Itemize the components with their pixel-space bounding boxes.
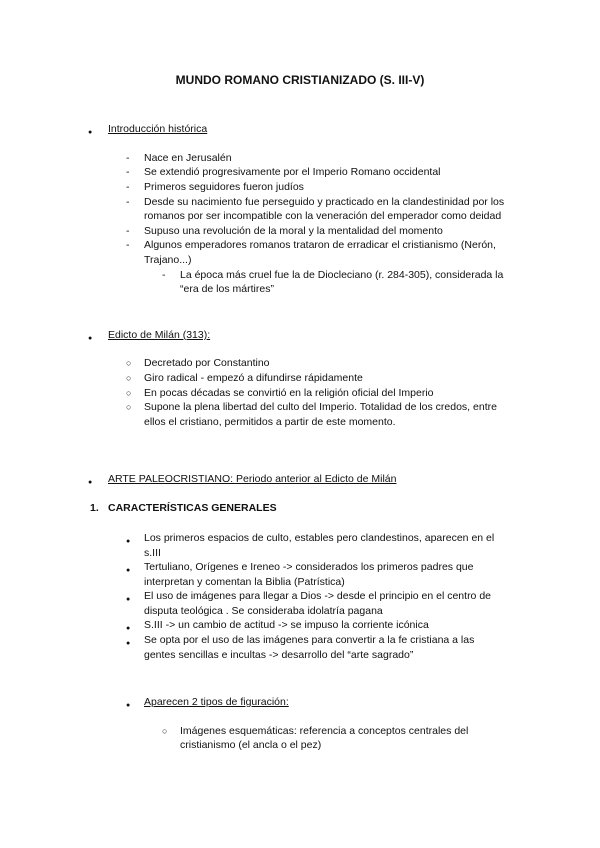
bullet-icon [88, 330, 92, 346]
dash-marker: - [162, 269, 166, 281]
list-item: Primeros seguidores fueron judíos [144, 181, 304, 193]
dash-marker: - [126, 166, 130, 178]
list-item: Los primeros espacios de culto, estables pero clandestinos, aparecen en el [144, 532, 495, 544]
subheading-caracteristicas: CARACTERÍSTICAS GENERALES [108, 502, 277, 514]
section-heading-edicto: Edicto de Milán (313): [108, 329, 211, 341]
open-bullet-icon [162, 724, 167, 739]
bullet-icon [126, 635, 130, 651]
open-bullet-icon [126, 386, 131, 401]
list-item: Decretado por Constantino [144, 357, 270, 369]
sub-list-item: La época más cruel fue la de Diocleciano (r. 284-305), considerada la [180, 269, 504, 281]
bullet-icon [126, 620, 130, 636]
list-item-continuation: ellos el cristiano, permitidos a partir de este momento. [144, 416, 396, 428]
list-item: Algunos emperadores romanos trataron de erradicar el cristianismo (Nerón, [144, 239, 496, 251]
open-bullet-icon [126, 356, 131, 371]
section-heading-arte: ARTE PALEOCRISTIANO: Periodo anterior al Edicto de Milán [108, 473, 397, 485]
list-item: Se opta por el uso de las imágenes para convertir a la fe cristiana a las [144, 634, 475, 646]
list-item: Supone la plena libertad del culto del Imperio. Totalidad de los credos, entre [144, 401, 497, 413]
bullet-icon [126, 697, 130, 713]
dash-marker: - [126, 181, 130, 193]
dash-marker: - [126, 152, 130, 164]
list-item-continuation: gentes sencillas e incultas -> desarrollo del “arte sagrado” [144, 649, 414, 661]
sub-list-item-continuation: “era de los mártires” [180, 283, 274, 295]
bullet-icon [126, 533, 130, 549]
list-item: S.III -> un cambio de actitud -> se impuso la corriente icónica [144, 619, 429, 631]
list-item-continuation: disputa teológica . Se consideraba idolatría pagana [144, 605, 383, 617]
list-item: Tertuliano, Orígenes e Ireneo -> considerados los primeros padres que [144, 561, 474, 573]
open-bullet-icon [126, 371, 131, 386]
list-item-continuation: interpretan y comentan la Biblia (Patrística) [144, 576, 345, 588]
dash-marker: - [126, 225, 130, 237]
list-item: El uso de imágenes para llegar a Dios -> desde el principio en el centro de [144, 590, 491, 602]
list-item-continuation: romanos por ser incompatible con la veneración del emperador como deidad [144, 210, 502, 222]
open-bullet-icon [126, 400, 131, 415]
dash-marker: - [126, 196, 130, 208]
list-item: Giro radical - empezó a difundirse rápidamente [144, 372, 363, 384]
list-item: Supuso una revolución de la moral y la mentalidad del momento [144, 225, 443, 237]
page-title: MUNDO ROMANO CRISTIANIZADO (S. III-V) [175, 73, 425, 87]
section-heading-intro: Introducción histórica [108, 123, 208, 135]
list-item-continuation: Trajano...) [144, 254, 192, 266]
bullet-icon [126, 591, 130, 607]
bullet-icon [88, 124, 92, 140]
bullet-icon [126, 562, 130, 578]
figuration-heading: Aparecen 2 tipos de figuración: [144, 696, 289, 708]
list-item: Nace en Jerusalén [144, 152, 232, 164]
bullet-icon [88, 474, 92, 490]
list-item: Se extendió progresivamente por el Imperio Romano occidental [144, 166, 441, 178]
list-item-continuation: s.III [144, 547, 161, 559]
subheading-number: 1. [90, 502, 99, 514]
list-item: Desde su nacimiento fue perseguido y practicado en la clandestinidad por los [144, 196, 505, 208]
sub-list-item: Imágenes esquemáticas: referencia a conceptos centrales del [180, 725, 469, 737]
dash-marker: - [126, 239, 130, 251]
sub-list-item-continuation: cristianismo (el ancla o el pez) [180, 739, 322, 751]
list-item: En pocas décadas se convirtió en la religión oficial del Imperio [144, 387, 434, 399]
